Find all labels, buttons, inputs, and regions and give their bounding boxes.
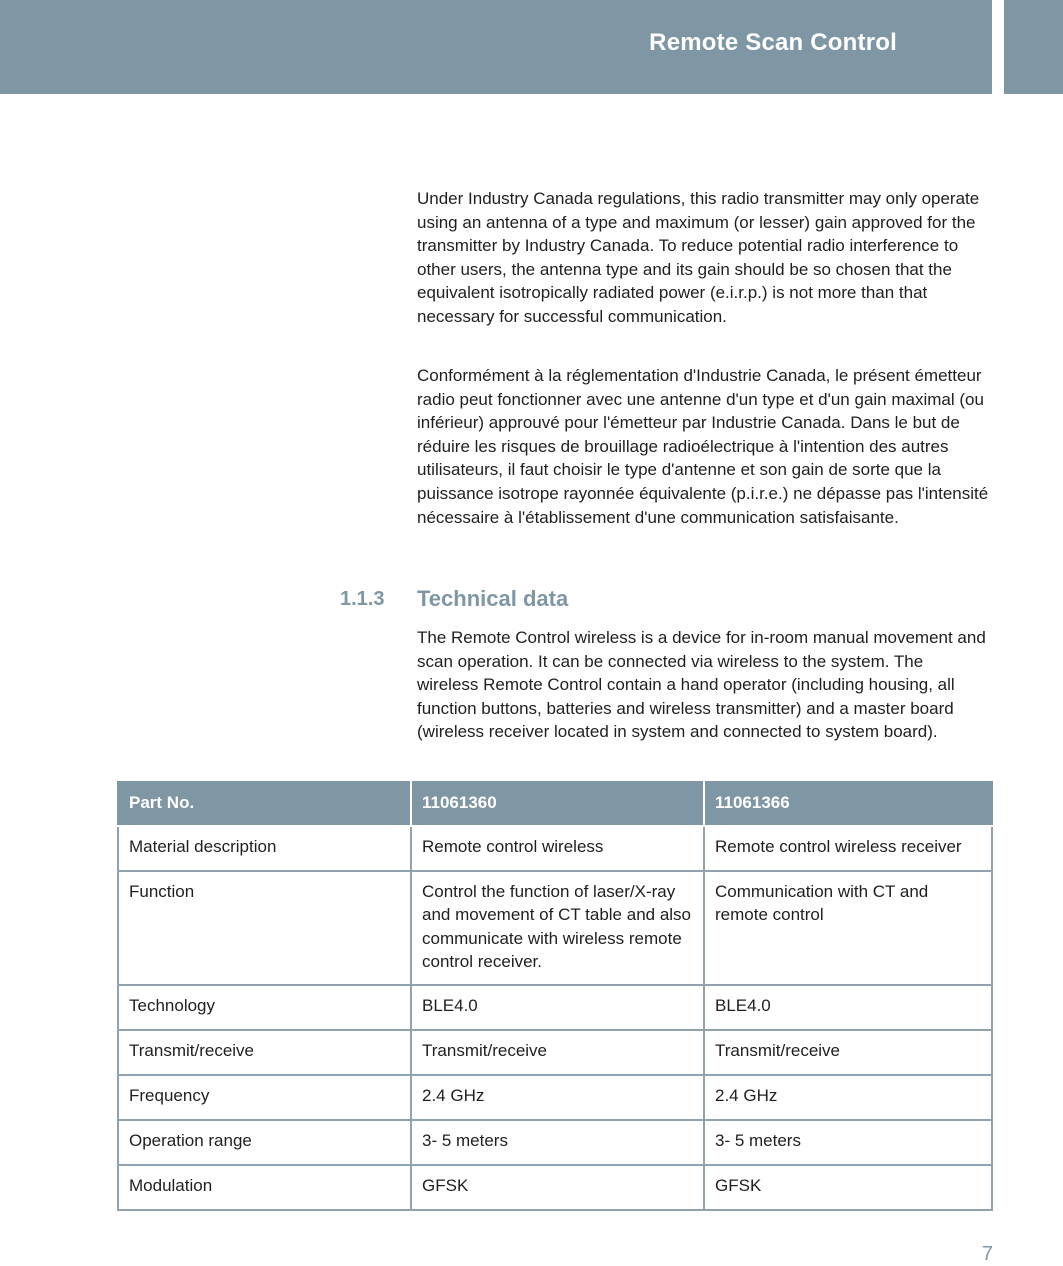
- table-cell: BLE4.0: [704, 985, 992, 1030]
- table-cell: 2.4 GHz: [411, 1075, 704, 1120]
- table-header-cell: Part No.: [118, 782, 411, 826]
- table-cell: Communication with CT and remote control: [704, 871, 992, 985]
- table-cell: 2.4 GHz: [704, 1075, 992, 1120]
- paragraph-technical-intro: The Remote Control wireless is a device for in-room manual movement and scan operation. It can be connected via wireless to the system. The wireless Remote Control contain a hand operator (including housing, all function buttons, batteries and wireless transmitter) and a master board (wireless receiver located in system and connected to system board).: [417, 628, 986, 742]
- table-cell: Modulation: [118, 1165, 411, 1210]
- table-cell: Technology: [118, 985, 411, 1030]
- header-bar: [0, 0, 992, 94]
- table-cell: Transmit/receive: [118, 1030, 411, 1075]
- table-row: [118, 1030, 992, 1075]
- section-title: Technical data: [417, 586, 569, 611]
- technical-data-table: [117, 781, 993, 1211]
- table-cell: Transmit/receive: [704, 1030, 992, 1075]
- table-row: [118, 1165, 992, 1210]
- table-cell: BLE4.0: [411, 985, 704, 1030]
- table-row: [118, 1075, 992, 1120]
- paragraph-industry-canada-fr: Conformément à la réglementation d'Industrie Canada, le présent émetteur radio peut fonctionner avec une antenne d'un type et d'un gain maximal (ou inférieur) approuvé pour l'émetteur par Industrie Canada. Dans le but de réduire les risques de brouillage radioélectrique à l'intention des autres utilisateurs, il faut choisir le type d'antenne et son gain de sorte que la puissance isotrope rayonnée équivalente (p.i.r.e.) ne dépasse pas l'intensité nécessaire à l'établissement d'une communication satisfaisante.: [417, 366, 989, 527]
- table-cell: Operation range: [118, 1120, 411, 1165]
- table-cell: Remote control wireless: [411, 826, 704, 871]
- page-number: 7: [981, 1243, 993, 1265]
- table-cell: 3- 5 meters: [411, 1120, 704, 1165]
- table-header-cell: 11061366: [704, 782, 992, 826]
- table-cell: Frequency: [118, 1075, 411, 1120]
- table-cell: Function: [118, 871, 411, 985]
- table-row: [118, 1120, 992, 1165]
- table-row: [118, 871, 992, 985]
- table-cell: 3- 5 meters: [704, 1120, 992, 1165]
- header-title: Remote Scan Control: [649, 29, 897, 56]
- table-header-row: [118, 782, 992, 826]
- paragraph-industry-canada-en: Under Industry Canada regulations, this radio transmitter may only operate using an antenna of a type and maximum (or lesser) gain approved for the transmitter by Industry Canada. To reduce potential radio interference to other users, the antenna type and its gain should be so chosen that the equivalent isotropically radiated power (e.i.r.p.) is not more than that necessary for successful communication.: [417, 189, 980, 326]
- table-cell: Transmit/receive: [411, 1030, 704, 1075]
- table-cell: Remote control wireless receiver: [704, 826, 992, 871]
- table-row: [118, 826, 992, 871]
- table-header-cell: 11061360: [411, 782, 704, 826]
- header-tab: [1004, 0, 1063, 94]
- table-cell: Material description: [118, 826, 411, 871]
- table-row: [118, 985, 992, 1030]
- section-number: 1.1.3: [340, 588, 385, 610]
- table-cell: GFSK: [411, 1165, 704, 1210]
- table-cell: GFSK: [704, 1165, 992, 1210]
- table-cell: Control the function of laser/X-ray and movement of CT table and also communicate with wireless remote control receiver.: [411, 871, 704, 985]
